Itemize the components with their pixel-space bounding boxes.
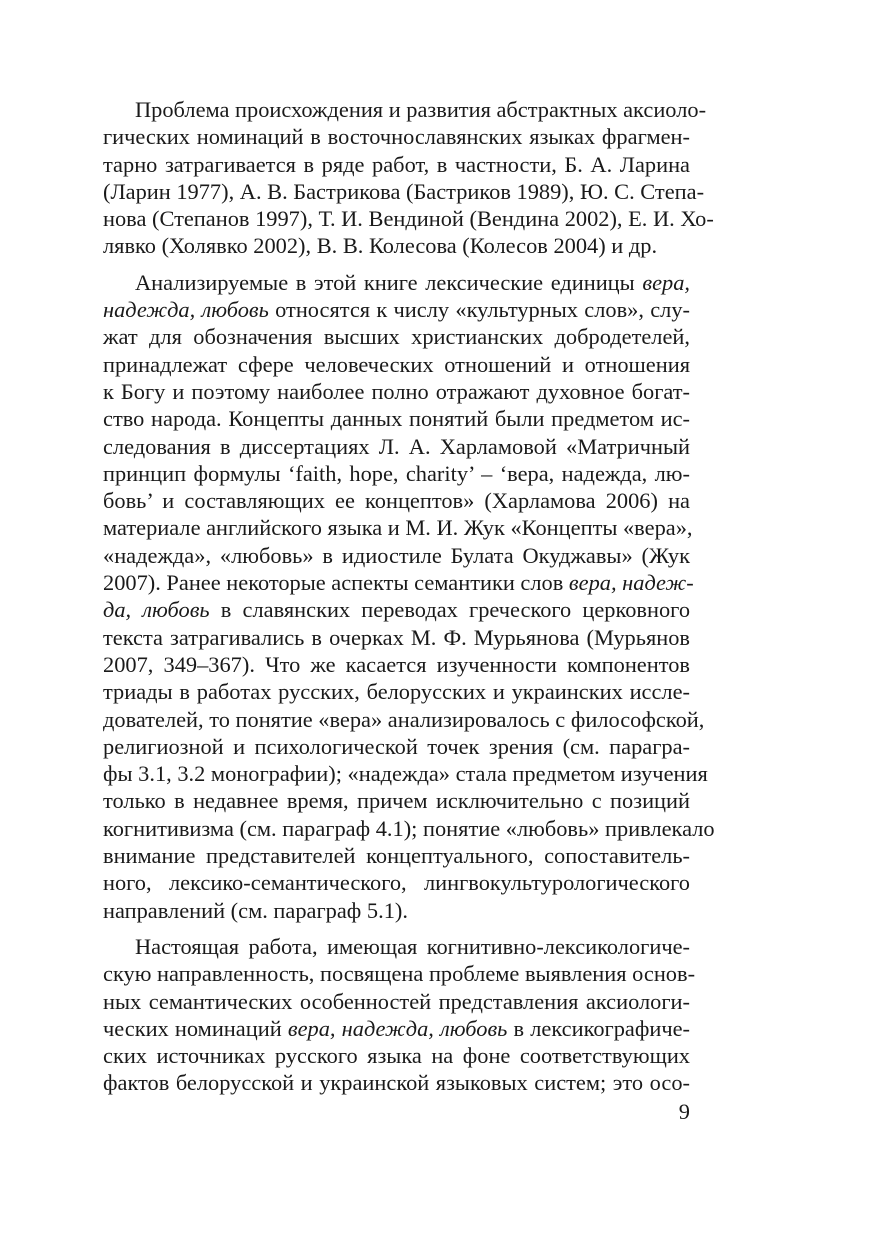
- text-line: [103, 933, 690, 960]
- text-span: когнитивизма (см. параграф 4.1); понятие «любовь» привлекало: [103, 815, 715, 841]
- text-line: [103, 624, 690, 651]
- text-line: [103, 205, 714, 232]
- text-line: [103, 733, 690, 760]
- text-span: гических номинаций в восточнославянских языках фрагмен-: [103, 124, 690, 150]
- page-number: 9: [678, 1099, 690, 1124]
- text-span: ских источниках русского языка на фоне соответствующих: [103, 1043, 690, 1069]
- text-line: [103, 460, 690, 487]
- text-line: [103, 569, 694, 596]
- text-span: Проблема происхождения и развития абстрактных аксиоло-: [135, 97, 707, 122]
- text-line: [103, 651, 690, 678]
- italic-term: вера, надеж-: [568, 570, 694, 596]
- text-line: [103, 787, 690, 814]
- text-line: [103, 960, 696, 987]
- paragraph-gap: [103, 260, 690, 269]
- italic-term: надежда, любовь: [103, 297, 269, 323]
- italic-term: вера, надежда, любовь: [287, 1015, 508, 1041]
- paragraph-gap: [103, 924, 690, 933]
- text-span: внимание представителей концептуального, сопоставитель-: [103, 843, 690, 869]
- text-line: [103, 269, 690, 296]
- text-line: [103, 232, 690, 259]
- document-page: [103, 96, 715, 1097]
- text-span: ного, лексико-семантического, лингвокультурологического: [103, 870, 690, 896]
- text-line: [103, 1042, 690, 1069]
- text-line: [103, 151, 690, 178]
- italic-term: вера,: [642, 269, 690, 295]
- text-span: бовь’ и составляющих ее концептов» (Харламова 2006) на: [103, 488, 690, 514]
- text-span: принцип формулы ‘faith, hope, charity’ – ‘вера, надежда, лю-: [103, 460, 690, 486]
- text-span: следования в диссертациях Л. А. Харламовой «Матричный: [103, 433, 690, 459]
- text-span: «надежда», «любовь» в идиостиле Булата Окуджавы» (Жук: [103, 542, 690, 568]
- text-line: [103, 869, 690, 896]
- text-span: Анализируемые в этой книге лексические единицы: [135, 269, 643, 295]
- text-span: текста затрагивались в очерках М. Ф. Мурьянова (Мурьянов: [103, 624, 690, 650]
- text-line: [103, 514, 693, 541]
- text-span: материале английского языка и М. И. Жук «Концепты «вера»,: [103, 515, 693, 541]
- italic-term: да, любовь: [103, 597, 210, 623]
- text-span: направлений (см. параграф 5.1).: [103, 897, 408, 923]
- text-line: [103, 542, 690, 569]
- text-span: 2007, 349–367). Что же касается изученности компонентов: [103, 651, 690, 677]
- text-span: ство народа. Концепты данных понятий были предметом ис-: [103, 406, 690, 432]
- paragraph: [103, 269, 715, 924]
- text-span: дователей, то понятие «вера» анализировалось с философской,: [103, 706, 705, 732]
- text-line: [103, 323, 690, 350]
- text-line: [103, 1069, 690, 1096]
- text-span: только в недавнее время, причем исключительно с позиций: [103, 788, 690, 814]
- text-span: жат для обозначения высших христианских добродетелей,: [103, 324, 690, 350]
- text-span: тарно затрагивается в ряде работ, в частности, Б. А. Ларина: [103, 151, 690, 177]
- text-span: нова (Степанов 1997), Т. И. Вендиной (Вендина 2002), Е. И. Хо-: [103, 206, 714, 232]
- text-line: [103, 988, 690, 1015]
- text-span: фы 3.1, 3.2 монографии); «надежда» стала предметом изучения: [103, 761, 708, 787]
- text-span: 2007). Ранее некоторые аспекты семантики слов: [103, 570, 569, 596]
- text-line: [103, 706, 705, 733]
- text-line: [103, 123, 690, 150]
- text-line: [103, 678, 690, 705]
- text-span: ческих номинаций: [103, 1015, 288, 1041]
- text-line: [103, 351, 690, 378]
- text-line: [103, 405, 690, 432]
- text-line: [103, 178, 705, 205]
- text-span: лявко (Холявко 2002), В. В. Колесова (Колесов 2004) и др.: [103, 233, 658, 259]
- text-span: фактов белорусской и украинской языковых систем; это осо-: [103, 1070, 690, 1096]
- text-line: [103, 296, 690, 323]
- text-span: ных семантических особенностей представления аксиологи-: [103, 988, 690, 1014]
- text-line: [103, 815, 715, 842]
- text-line: [103, 1015, 690, 1042]
- text-span: в лексикографиче-: [507, 1015, 690, 1041]
- text-line: [103, 378, 690, 405]
- text-line: [103, 487, 690, 514]
- text-span: принадлежат сфере человеческих отношений и отношения: [103, 351, 690, 377]
- text-span: Настоящая работа, имеющая когнитивно-лексикологиче-: [135, 933, 690, 959]
- text-span: триады в работах русских, белорусских и украинских иссле-: [103, 679, 690, 705]
- text-span: в славянских переводах греческого церковного: [209, 597, 691, 623]
- text-span: относятся к числу «культурных слов», слу-: [268, 297, 690, 323]
- text-line: [103, 433, 690, 460]
- paragraph: [103, 96, 714, 260]
- text-span: (Ларин 1977), А. В. Бастрикова (Бастриков 1989), Ю. С. Степа-: [103, 178, 705, 204]
- paragraph: [103, 933, 696, 1097]
- text-line: [103, 596, 690, 623]
- text-span: к Богу и поэтому наиболее полно отражают духовное богат-: [103, 378, 690, 404]
- text-line: [103, 842, 690, 869]
- text-line: [103, 897, 690, 924]
- text-line: [103, 96, 707, 123]
- text-line: [103, 760, 708, 787]
- text-span: скую направленность, посвящена проблеме выявления основ-: [103, 961, 696, 987]
- text-span: религиозной и психологической точек зрения (см. парагра-: [103, 733, 690, 759]
